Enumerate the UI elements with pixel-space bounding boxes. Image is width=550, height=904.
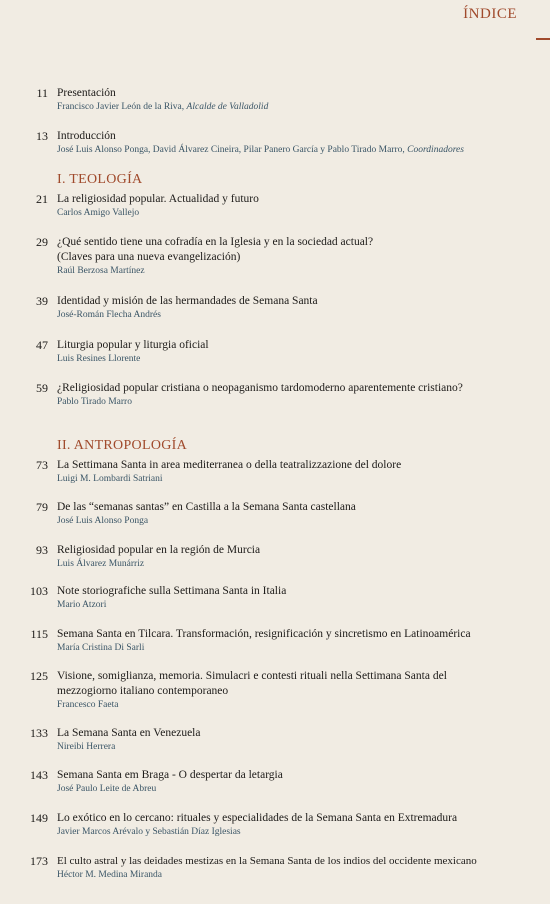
- entry-page-number: 173: [30, 854, 48, 868]
- entry-page-number: 115: [30, 627, 48, 641]
- entry-title: Semana Santa en Tilcara. Transformación, resignificación y sincretismo en Latinoamérica: [57, 628, 471, 640]
- entry-page-number: 29: [36, 235, 48, 249]
- entry-title: Visione, somiglianza, memoria. Simulacri e contesti rituali nella Settimana Santa del mezzogiorno italiano contemporaneo: [57, 670, 447, 697]
- entry-page-number: 11: [36, 86, 48, 100]
- entry-page-number: 125: [30, 669, 48, 683]
- entry-title: Liturgia popular y liturgia oficial: [57, 339, 209, 351]
- entry-page-number: 79: [36, 500, 48, 514]
- entry-author: [57, 101, 537, 113]
- entry-page-number: 103: [30, 584, 48, 598]
- entry-author: Luis Resines Llorente: [57, 354, 141, 364]
- entry-author: Javier Marcos Arévalo y Sebastián Díaz Iglesias: [57, 827, 241, 837]
- entry-author: José-Román Flecha Andrés: [57, 310, 161, 320]
- entry-page-number: 93: [36, 543, 48, 557]
- entry-page-number: 143: [30, 768, 48, 782]
- entry-author: Luis Álvarez Munárriz: [57, 559, 145, 569]
- entry-page-number: 73: [36, 458, 48, 472]
- author-role: Coordinadores: [407, 145, 464, 155]
- entry-title: Note storiografiche sulla Settimana Santa in Italia: [57, 585, 287, 597]
- entry-title: ¿Qué sentido tiene una cofradía en la Iglesia y en la sociedad actual? (Claves para una nueva evangelización): [57, 236, 374, 263]
- entry-page-number: 21: [36, 192, 48, 206]
- entry-title: Identidad y misión de las hermandades de Semana Santa: [57, 295, 318, 307]
- entry-author: Raúl Berzosa Martínez: [57, 266, 145, 276]
- header-accent-mark: [536, 38, 550, 40]
- entry-title: El culto astral y las deidades mestizas en la Semana Santa de los indios del occidente mexicano: [57, 855, 477, 867]
- entry-title: Semana Santa em Braga - O despertar da letargia: [57, 769, 283, 781]
- entry-page-number: 133: [30, 726, 48, 740]
- author-name: José Luis Alonso Ponga, David Álvarez Cineira, Pilar Panero García y Pablo Tirado Marro,: [57, 145, 408, 155]
- entry-page-number: 59: [36, 381, 48, 395]
- entry-title: Presentación: [57, 87, 116, 99]
- author-role: Alcalde de Valladolid: [186, 102, 269, 112]
- entry-author: Pablo Tirado Marro: [57, 397, 132, 407]
- entry-title: ¿Religiosidad popular cristiana o neopaganismo tardomoderno aparentemente cristiano?: [57, 382, 463, 394]
- entry-author: José Paulo Leite de Abreu: [57, 784, 157, 794]
- section-heading: II. ANTROPOLOGÍA: [57, 438, 188, 453]
- entry-author: Mario Atzori: [57, 600, 107, 610]
- entry-author: [57, 144, 537, 156]
- entry-author: Nireibi Herrera: [57, 742, 116, 752]
- entry-title: La religiosidad popular. Actualidad y futuro: [57, 193, 259, 205]
- entry-title: La Settimana Santa in area mediterranea o della teatralizzazione del dolore: [57, 459, 402, 471]
- author-name: Francisco Javier León de la Riva,: [57, 102, 187, 112]
- page-header-title: ÍNDICE: [463, 6, 517, 22]
- entry-page-number: 47: [36, 338, 48, 352]
- entry-author: Luigi M. Lombardi Satriani: [57, 474, 163, 484]
- section-heading: I. TEOLOGÍA: [57, 172, 143, 187]
- entry-page-number: 39: [36, 294, 48, 308]
- entry-author: José Luis Alonso Ponga: [57, 516, 149, 526]
- entry-title: De las “semanas santas” en Castilla a la Semana Santa castellana: [57, 501, 356, 513]
- entry-page-number: 13: [36, 129, 48, 143]
- entry-author: Francesco Faeta: [57, 700, 119, 710]
- entry-title: Religiosidad popular en la región de Murcia: [57, 544, 261, 556]
- entry-author: Héctor M. Medina Miranda: [57, 870, 162, 880]
- entry-page-number: 149: [30, 811, 48, 825]
- entry-author: María Cristina Di Sarli: [57, 643, 145, 653]
- entry-title: Introducción: [57, 130, 116, 142]
- entry-title: Lo exótico en lo cercano: rituales y especialidades de la Semana Santa en Extremadura: [57, 812, 458, 824]
- entry-title: La Semana Santa en Venezuela: [57, 727, 201, 739]
- entry-author: Carlos Amigo Vallejo: [57, 208, 140, 218]
